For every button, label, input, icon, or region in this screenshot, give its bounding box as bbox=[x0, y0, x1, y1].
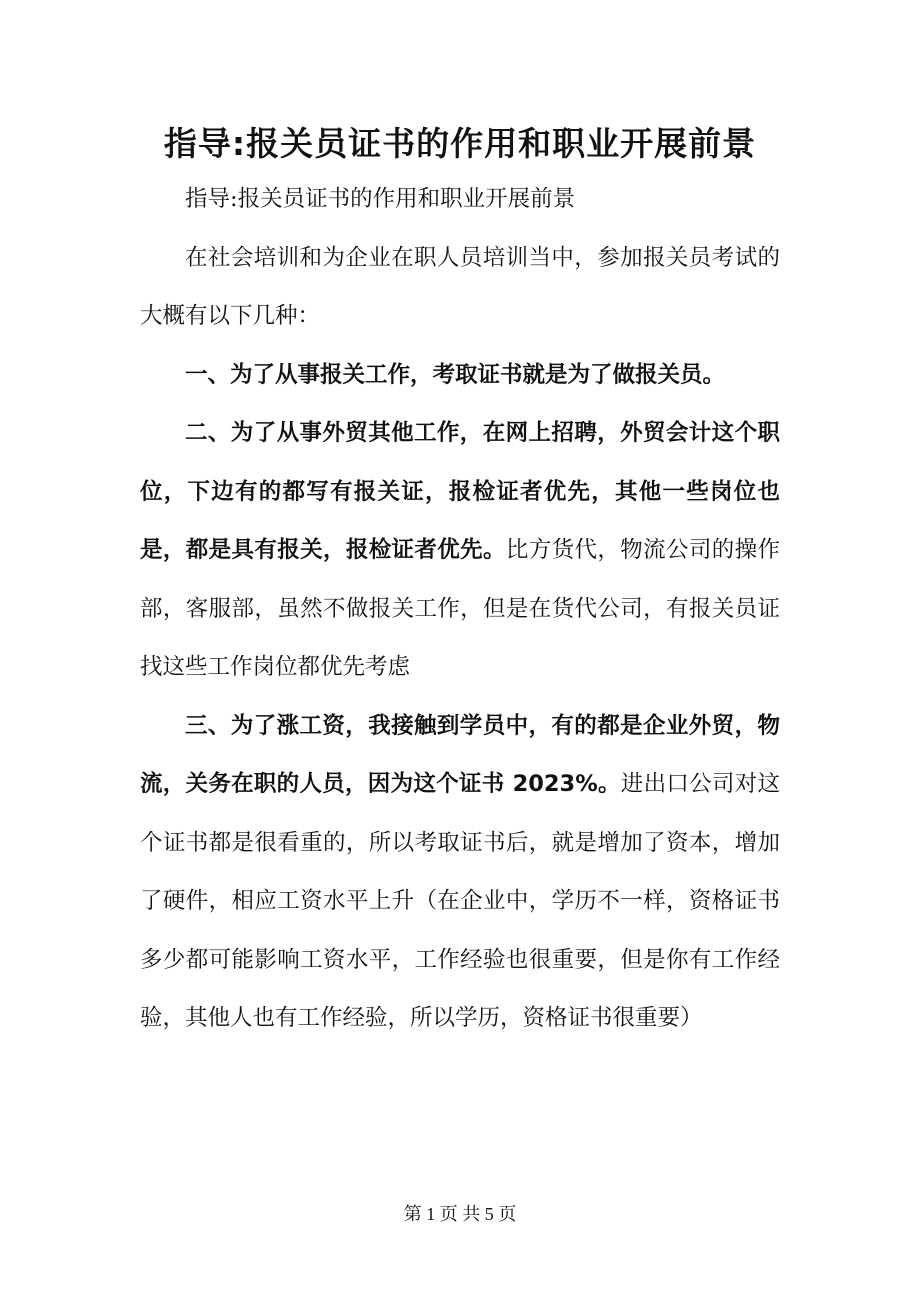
page-footer: 第 1 页 共 5 页 bbox=[403, 1204, 517, 1224]
document-body bbox=[140, 170, 780, 1048]
paragraph-bold-text: 一、为了从事报关工作，考取证书就是为了做报关员。 bbox=[185, 361, 726, 388]
document-title: 指导:报关员证书的作用和职业开展前景 bbox=[163, 124, 757, 163]
paragraph-point-3 bbox=[140, 697, 780, 1048]
paragraph-subtitle bbox=[140, 170, 780, 229]
paragraph-point-1 bbox=[140, 346, 780, 405]
paragraph-text: 在社会培训和为企业在职人员培训当中，参加报关员考试的大概有以下几种： bbox=[140, 244, 780, 329]
paragraph-bold-text: 三、为了涨工资，我接触到学员中，有的都是企业外贸，物流，关务在职的人员，因为这个证书 2023%。 bbox=[140, 712, 780, 797]
paragraph-bold-text: 二、为了从事外贸其他工作，在网上招聘，外贸会计这个职位，下边有的都写有报关证，报检证者优先，其他一些岗位也是，都是具有报关，报检证者优先。 bbox=[140, 420, 780, 563]
paragraph-intro bbox=[140, 229, 780, 346]
paragraph-text: 比方货代，物流公司的操作部，客服部，虽然不做报关工作，但是在货代公司，有报关员证找这些工作岗位都优先考虑 bbox=[140, 537, 780, 680]
paragraph-point-2 bbox=[140, 404, 780, 697]
paragraph-text: 进出口公司对这个证书都是很看重的，所以考取证书后，就是增加了资本，增加了硬件，相应工资水平上升（在企业中，学历不一样，资格证书多少都可能影响工资水平，工作经验也很重要，但是你有工作经验，其他人也有工作经验，所以学历，资格证书很重要） bbox=[140, 771, 780, 1031]
paragraph-text: 指导:报关员证书的作用和职业开展前景 bbox=[185, 186, 576, 212]
